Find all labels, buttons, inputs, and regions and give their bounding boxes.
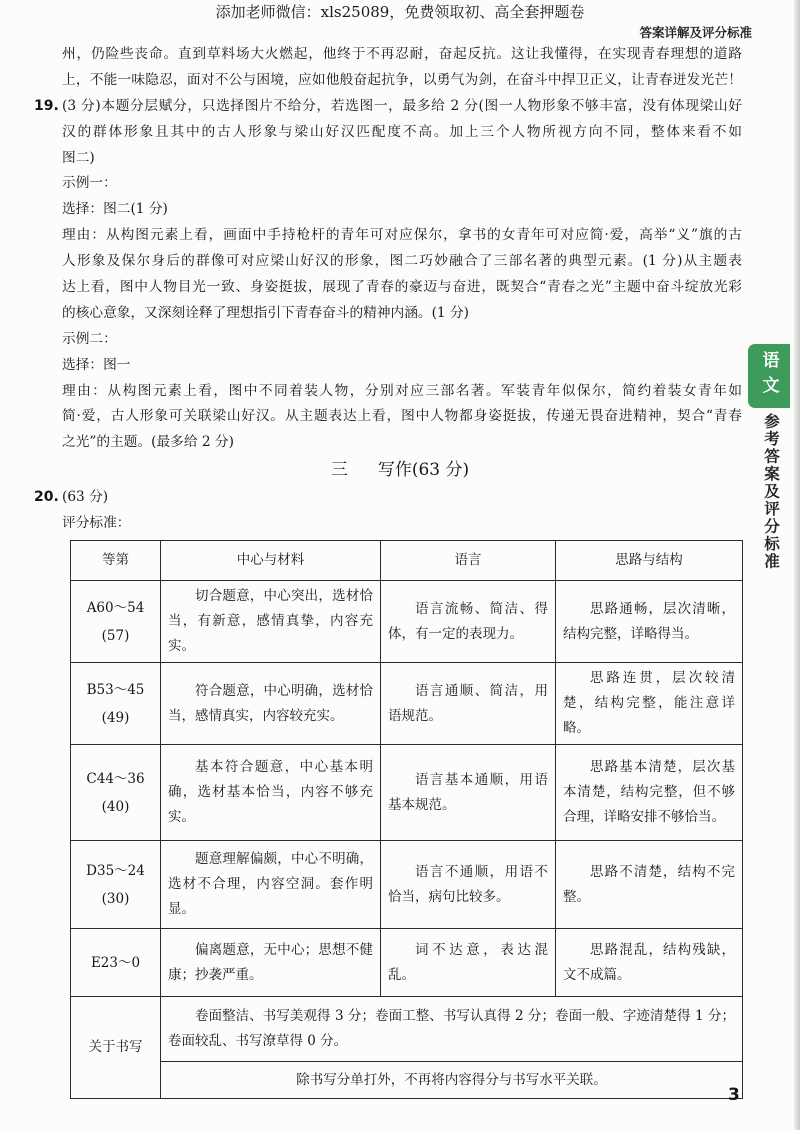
table-row <box>71 663 743 745</box>
q19-intro-line: 汉的群体形象且其中的古人形象与梁山好汉匹配度不高。加上三个人物所视方向不同，整体来看不如 <box>62 123 742 140</box>
promo-banner-text: 添加老师微信：xls25089，免费领取初、高全套押题卷 <box>215 3 585 21</box>
grade-range: B53～45 <box>86 681 145 698</box>
subject-tab-label: 语文 <box>758 351 779 401</box>
example1-label: 示例一： <box>62 175 117 192</box>
answer-body <box>34 42 742 456</box>
example2-reason-line: 理由：从构图元素上看，图中不同着装人物，分别对应三部名著。军装青年似保尔，简约着装女青年如 <box>62 382 742 399</box>
example2-label: 示例二： <box>62 330 117 347</box>
example1-reason-line: 的核心意象，又深刻诠释了理想指引下青春奋斗的精神内涵。(1 分) <box>62 304 469 321</box>
grade-cell <box>71 929 161 997</box>
question-number-20: 20. <box>34 489 59 505</box>
q19-intro-line: 图二) <box>62 149 95 166</box>
handwriting-note-row <box>71 1062 743 1099</box>
handwriting-label: 关于书写 <box>71 997 161 1099</box>
header-content: 中心与材料 <box>161 541 381 581</box>
language-cell: 语言流畅、简洁、得体，有一定的表现力。 <box>381 581 556 663</box>
grade-range: A60～54 <box>86 599 145 616</box>
language-cell: 语言通顺、简洁，用语规范。 <box>381 663 556 745</box>
content-cell: 基本符合题意，中心基本明确，选材基本恰当，内容不够充实。 <box>161 745 381 841</box>
grade-range: D35～24 <box>86 862 145 879</box>
question-number-19: 19. <box>34 97 59 114</box>
q20-heading <box>34 484 362 510</box>
grade-score: (49) <box>101 709 130 726</box>
grade-cell <box>71 663 161 745</box>
header-grade: 等第 <box>71 541 161 581</box>
section-numeral: 三 <box>330 460 348 480</box>
grade-score: (30) <box>101 890 130 907</box>
grade-range: C44～36 <box>86 770 145 787</box>
example2-reason-line: 简·爱，古人形象可关联梁山好汉。从主题表达上看，图中人物都身姿挺拔，传递无畏奋进精神，契合“青春 <box>62 408 742 425</box>
page-number: 3 <box>728 1085 740 1105</box>
page-edge-shadow <box>794 0 800 1130</box>
grade-score: (40) <box>101 798 130 815</box>
table-header-row <box>71 541 743 581</box>
table-row <box>71 745 743 841</box>
grade-range: E23～0 <box>90 954 141 971</box>
structure-cell: 思路混乱，结构残缺，文不成篇。 <box>556 929 743 997</box>
structure-cell: 思路不清楚，结构不完整。 <box>556 841 743 929</box>
structure-cell: 思路连贯，层次较清楚，结构完整，能注意详略。 <box>556 663 743 745</box>
handwriting-row <box>71 997 743 1062</box>
criteria-label: 评分标准： <box>62 515 131 531</box>
running-title: 答案详解及评分标准 <box>639 25 752 40</box>
subject-tab <box>748 344 790 408</box>
content-cell: 题意理解偏颇，中心不明确，选材不合理，内容空洞。套作明显。 <box>161 841 381 929</box>
grade-cell <box>71 745 161 841</box>
q20-score: (63 分) <box>62 489 109 505</box>
table-row <box>71 581 743 663</box>
grade-cell <box>71 841 161 929</box>
handwriting-rule: 卷面整洁、书写美观得 3 分；卷面工整、书写认真得 2 分；卷面一般、字迹清楚得 1 分；卷面较乱、书写潦草得 0 分。 <box>161 997 743 1062</box>
grade-score: (57) <box>101 627 130 644</box>
example2-choice: 选择：图一 <box>62 356 131 373</box>
section-name: 写作(63 分) <box>377 460 470 480</box>
scoring-rubric-table <box>70 540 743 1099</box>
example1-reason-line: 人形象及保尔身后的群像可对应梁山好汉的形象，图二巧妙融合了三部名著的典型元素。(1 分)从主题表 <box>62 253 742 270</box>
side-section-label: 参考答案及评分标准 <box>762 413 780 571</box>
example1-reason-line: 达上看，图中人物目光一致、身姿挺拔，展现了青春的豪迈与奋进，既契合“青春之光”主题中奋斗绽放光彩 <box>62 279 742 296</box>
language-cell: 语言不通顺，用语不恰当，病句比较多。 <box>381 841 556 929</box>
q18-text-line: 州，仍险些丧命。直到草料场大火燃起，他终于不再忍耐，奋起反抗。这让我懂得，在实现青春理想的道路 <box>62 46 742 62</box>
structure-cell: 思路基本清楚，层次基本清楚，结构完整，但不够合理，详略安排不够恰当。 <box>556 745 743 841</box>
header-structure: 思路与结构 <box>556 541 743 581</box>
table-row <box>71 929 743 997</box>
example1-choice: 选择：图二(1 分) <box>62 201 168 218</box>
q19-intro-text: (3 分)本题分层赋分，只选择图片不给分，若选图一，最多给 2 分(图一人物形象不够丰富，没有体现梁山好 <box>62 97 742 114</box>
language-cell: 语言基本通顺，用语基本规范。 <box>381 745 556 841</box>
example2-reason-line: 之光”的主题。(最多给 2 分) <box>62 434 234 451</box>
language-cell: 词不达意，表达混乱。 <box>381 929 556 997</box>
handwriting-note: 除书写分单打外，不再将内容得分与书写水平关联。 <box>161 1062 743 1099</box>
example1-reason-line: 理由：从构图元素上看，画面中手持枪杆的青年可对应保尔，拿书的女青年可对应简·爱，高举“义”旗的古 <box>62 227 742 244</box>
structure-cell: 思路通畅，层次清晰，结构完整，详略得当。 <box>556 581 743 663</box>
content-cell: 偏离题意，无中心；思想不健康；抄袭严重。 <box>161 929 381 997</box>
grade-cell <box>71 581 161 663</box>
table-row <box>71 841 743 929</box>
q19-first-line <box>34 94 742 120</box>
section-heading <box>0 457 800 483</box>
header-language: 语言 <box>381 541 556 581</box>
q18-text-line: 上，不能一味隐忍，面对不公与困境，应如他般奋起抗争，以勇气为剑，在奋斗中捍卫正义，让青春迸发光芒！ <box>62 71 742 88</box>
content-cell: 切合题意，中心突出，选材恰当，有新意，感情真挚，内容充实。 <box>161 581 381 663</box>
content-cell: 符合题意，中心明确，选材恰当，感情真实，内容较充实。 <box>161 663 381 745</box>
